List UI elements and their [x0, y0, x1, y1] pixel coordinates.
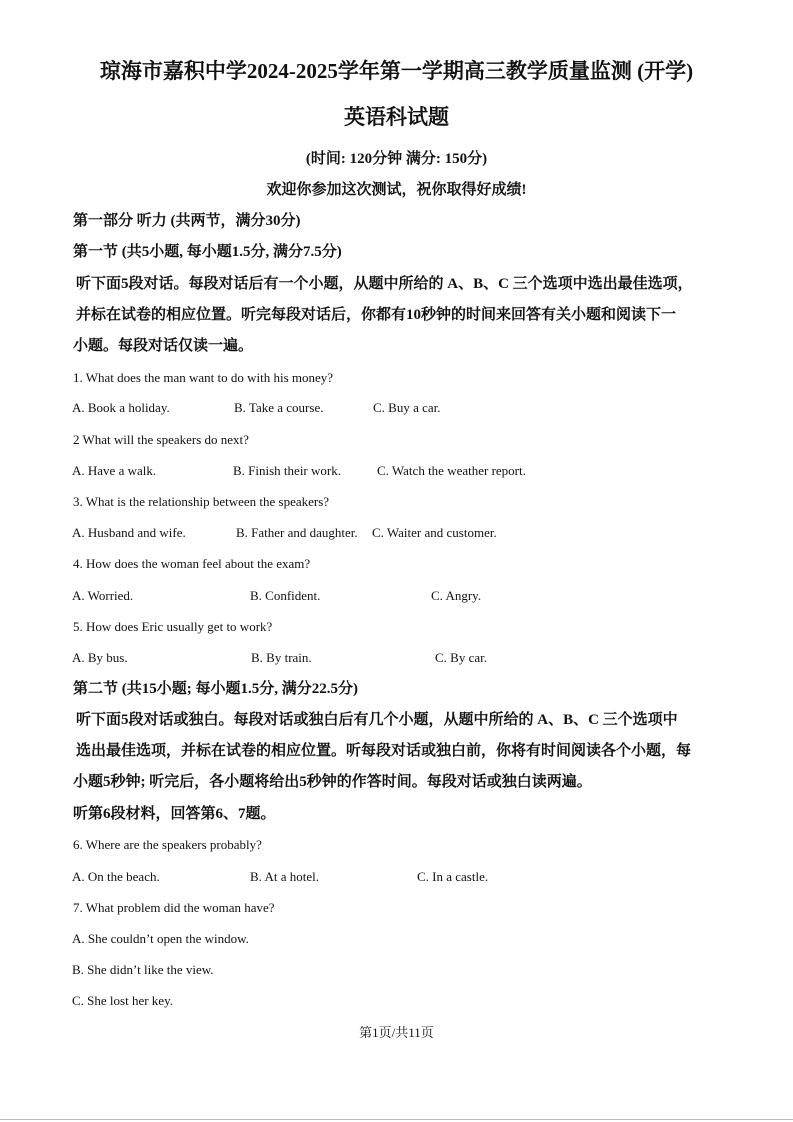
option-b: B. At a hotel.: [250, 869, 319, 884]
option-a: A. On the beach.: [72, 869, 160, 884]
option-c: C. Waiter and customer.: [372, 525, 497, 540]
option-c: C. Watch the weather report.: [377, 463, 526, 478]
material-heading: 听第6段材料，回答第6、7题。: [73, 806, 276, 822]
question-3: 3. What is the relationship between the speakers?: [73, 494, 330, 509]
option-c: C. By car.: [435, 650, 487, 665]
option-b: B. Finish their work.: [233, 463, 341, 478]
time-info: (时间: 120分钟 满分: 150分): [305, 151, 488, 167]
question-7: 7. What problem did the woman have?: [73, 900, 275, 915]
option-c: C. In a castle.: [417, 869, 489, 884]
section1-instructions-line: 并标在试卷的相应位置。听完每段对话后，你都有10秒钟的时间来回答有关小题和阅读下一: [76, 307, 677, 323]
section2-instructions-line: 小题5秒钟; 听完后，各小题将给出5秒钟的作答时间。每段对话或独白读两遍。: [73, 774, 592, 790]
section1-heading: 第一节 (共5小题, 每小题1.5分, 满分7.5分): [73, 244, 342, 260]
exam-subtitle: 英语科试题: [344, 105, 449, 129]
section2-heading: 第二节 (共15小题; 每小题1.5分, 满分22.5分): [73, 681, 358, 697]
question-6: 6. Where are the speakers probably?: [73, 837, 262, 852]
question-5: 5. How does Eric usually get to work?: [73, 619, 273, 634]
question-4: 4. How does the woman feel about the exam?: [73, 556, 311, 571]
welcome-text: 欢迎你参加这次测试，祝你取得好成绩!: [266, 182, 527, 198]
page-divider: [0, 1119, 793, 1120]
option-b: B. She didn’t like the view.: [72, 962, 214, 977]
section1-instructions-line: 小题。每段对话仅读一遍。: [73, 338, 254, 354]
option-b: B. Father and daughter.: [236, 525, 358, 540]
option-b: B. Take a course.: [234, 400, 324, 415]
section2-instructions-line: 选出最佳选项，并标在试卷的相应位置。听每段对话或独白前，你将有时间阅读各个小题，每: [76, 743, 692, 759]
option-a: A. Book a holiday.: [72, 400, 170, 415]
option-b: B. By train.: [251, 650, 312, 665]
option-c: C. Angry.: [431, 588, 482, 603]
question-2: 2 What will the speakers do next?: [73, 432, 249, 447]
option-a: A. Have a walk.: [72, 463, 157, 478]
question-1: 1. What does the man want to do with his money?: [73, 370, 334, 385]
section1-instructions-line: 听下面5段对话。每段对话后有一个小题，从题中所给的 A、B、C 三个选项中选出最佳选项，: [76, 276, 693, 292]
part1-heading: 第一部分 听力 (共两节，满分30分): [73, 213, 301, 229]
exam-title: 琼海市嘉积中学2024-2025学年第一学期高三教学质量监测 (开学): [99, 59, 694, 83]
option-a: A. Husband and wife.: [72, 525, 186, 540]
option-a: A. She couldn’t open the window.: [72, 931, 249, 946]
option-c: C. She lost her key.: [72, 993, 173, 1008]
option-a: A. By bus.: [72, 650, 128, 665]
option-a: A. Worried.: [72, 588, 134, 603]
option-c: C. Buy a car.: [373, 400, 441, 415]
section2-instructions-line: 听下面5段对话或独白。每段对话或独白后有几个小题，从题中所给的 A、B、C 三个选项中: [76, 712, 678, 728]
page-number: 第1页/共11页: [359, 1025, 434, 1040]
option-b: B. Confident.: [250, 588, 321, 603]
